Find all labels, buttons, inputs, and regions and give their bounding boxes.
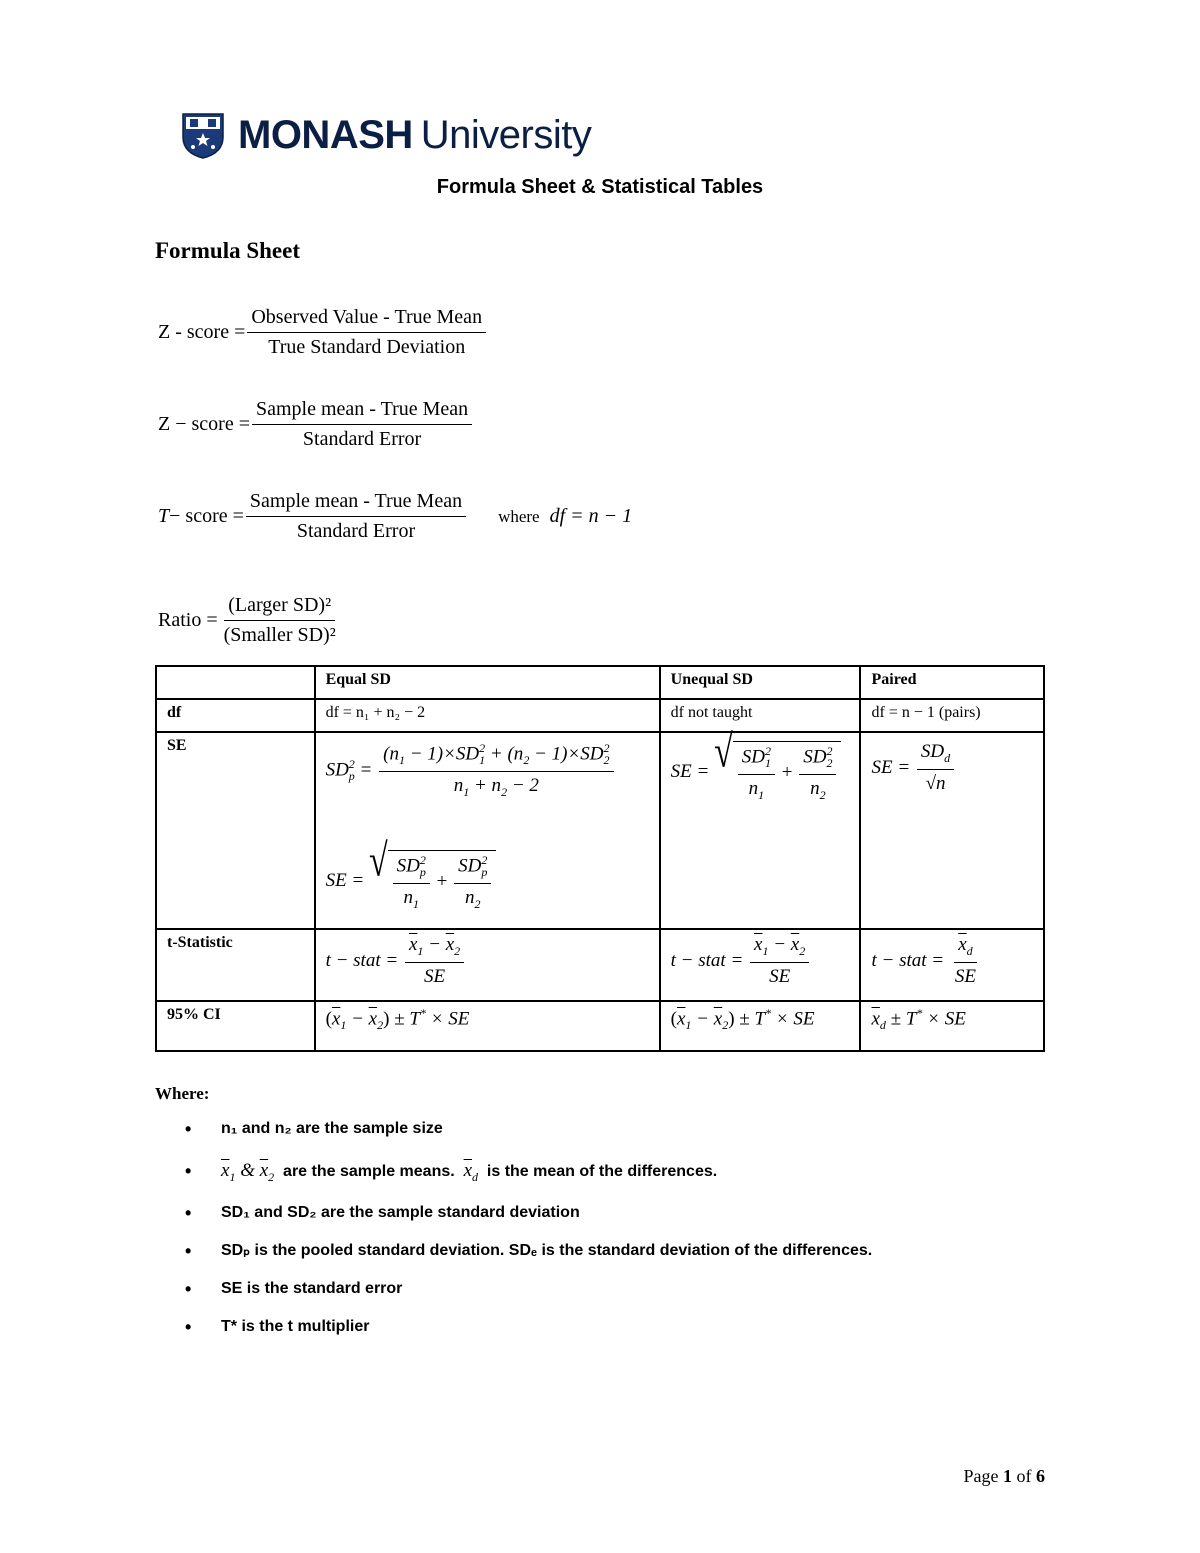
table-row-se bbox=[156, 732, 1044, 929]
z-score-sample-formula bbox=[158, 398, 474, 451]
ci-unequal-formula: $(\overline{x}_1 - \overline{x}_2) \pm T^*$ × SE bbox=[660, 1001, 861, 1051]
university-logo bbox=[180, 110, 591, 160]
t-fraction bbox=[246, 490, 466, 543]
tstat-paired-formula: t − stat = $\frac{\overline{x}_d}{SE}$ bbox=[860, 929, 1044, 1001]
z2-numerator: Sample mean - True Mean bbox=[252, 398, 472, 425]
header-equal-sd: Equal SD bbox=[315, 666, 660, 699]
def-se: SE is the standard error bbox=[221, 1280, 403, 1297]
ratio-denominator: (Smaller SD)² bbox=[223, 624, 336, 646]
where-label: Where: bbox=[155, 1084, 210, 1103]
t-denominator: Standard Error bbox=[296, 520, 416, 542]
list-item bbox=[155, 1194, 872, 1232]
row-label-ci: 95% CI bbox=[156, 1001, 315, 1051]
ratio-formula bbox=[158, 594, 342, 647]
z1-denominator: True Standard Deviation bbox=[268, 336, 466, 358]
row-label-se: SE bbox=[156, 732, 315, 929]
table-row-tstat bbox=[156, 929, 1044, 1001]
z1-lhs: Z - score = bbox=[158, 321, 246, 343]
list-item bbox=[155, 1232, 872, 1270]
def-mean-differences: is the mean of the differences. bbox=[486, 1163, 718, 1180]
table-row-ci bbox=[156, 1001, 1044, 1051]
crest-icon bbox=[180, 111, 226, 159]
z1-fraction bbox=[247, 306, 486, 359]
footer-page-word: Page bbox=[963, 1466, 999, 1486]
list-item bbox=[155, 1270, 872, 1308]
z2-lhs: Z − score = bbox=[158, 413, 250, 435]
t-df: df = n − 1 bbox=[549, 505, 633, 527]
z2-fraction bbox=[252, 398, 472, 451]
page-title: Formula Sheet & Statistical Tables bbox=[436, 176, 764, 198]
table-header-row bbox=[156, 666, 1044, 699]
z2-denominator: Standard Error bbox=[302, 428, 422, 450]
tstat-equal-formula: t − stat = $\frac{\overline{x}_1 - \overline{x}_2}{SE}$ bbox=[315, 929, 660, 1001]
def-sd: SD₁ and SD₂ are the sample standard deviation bbox=[221, 1204, 580, 1221]
header-unequal-sd: Unequal SD bbox=[660, 666, 861, 699]
ratio-numerator: (Larger SD)² bbox=[224, 594, 335, 621]
z-score-formula bbox=[158, 306, 488, 359]
logo-light: University bbox=[420, 112, 592, 157]
def-sample-size: n₁ and n₂ are the sample size bbox=[221, 1120, 443, 1137]
tstat-unequal-formula: t − stat = $\frac{\overline{x}_1 - \overline{x}_2}{SE}$ bbox=[660, 929, 861, 1001]
se-paired-formula: SE = $\frac{SD_d}{√n}$ bbox=[860, 732, 1044, 929]
row-label-df: df bbox=[156, 699, 315, 732]
page-number bbox=[964, 1466, 1046, 1487]
formula-table bbox=[155, 665, 1045, 1052]
ci-paired-formula: $\overline{x}_d \pm T^*$ × SE bbox=[860, 1001, 1044, 1051]
ratio-lhs: Ratio = bbox=[158, 609, 218, 631]
def-t-multiplier: T* is the t multiplier bbox=[221, 1318, 370, 1335]
t-var: T bbox=[158, 505, 170, 527]
logo-wordmark bbox=[238, 113, 591, 158]
header-paired: Paired bbox=[860, 666, 1044, 699]
ratio-fraction bbox=[220, 594, 340, 647]
se-unequal-formula: SE = √ $\frac{SD_1^2}{n_1}$ + $\frac{SD_2^2}{n_2}$ bbox=[660, 732, 861, 929]
header-blank bbox=[156, 666, 315, 699]
t-numerator: Sample mean - True Mean bbox=[246, 490, 466, 517]
section-heading: Formula Sheet bbox=[155, 238, 301, 263]
def-sdp: SDₚ is the pooled standard deviation. SDₑ is the standard deviation of the differences. bbox=[221, 1242, 873, 1259]
footer-page-num: 1 bbox=[1003, 1466, 1012, 1486]
row-label-tstat: t-Statistic bbox=[156, 929, 315, 1001]
list-item bbox=[155, 1308, 872, 1346]
t-where: where bbox=[498, 506, 540, 526]
table-row-df bbox=[156, 699, 1044, 732]
list-item bbox=[155, 1110, 872, 1148]
logo-bold: MONASH bbox=[238, 112, 413, 157]
z1-numerator: Observed Value - True Mean bbox=[247, 306, 486, 333]
ci-equal-formula: $(\overline{x}_1 - \overline{x}_2) \pm T^*$ × SE bbox=[315, 1001, 660, 1051]
df-paired: df = n − 1 (pairs) bbox=[860, 699, 1044, 732]
se-equal-formula: $SD_p^2$ = $\frac{(n_1 - 1)\times SD_1^2 + (n_2 - 1)\times SD_2^2}{n_1 + n_2 - 2}$ SE = √ $\frac{SD_p^2}{n_1}$ + $\frac{SD_p^2}{n_2}$ bbox=[315, 732, 660, 929]
list-item: • $\overline{x}_1$ & $\overline{x}_2$ are the sample means. $\overline{x}_d$ is the mean of the differences. bbox=[155, 1148, 872, 1194]
def-sample-means: are the sample means. bbox=[283, 1163, 455, 1180]
footer-of-word: of bbox=[1016, 1466, 1032, 1486]
df-equal: df = n₁ + n₂ − 2 bbox=[315, 699, 660, 732]
footer-total: 6 bbox=[1036, 1466, 1045, 1486]
t-lhs: − score = bbox=[169, 505, 244, 527]
t-score-formula bbox=[158, 490, 632, 543]
definition-list bbox=[155, 1110, 872, 1346]
df-unequal: df not taught bbox=[660, 699, 861, 732]
